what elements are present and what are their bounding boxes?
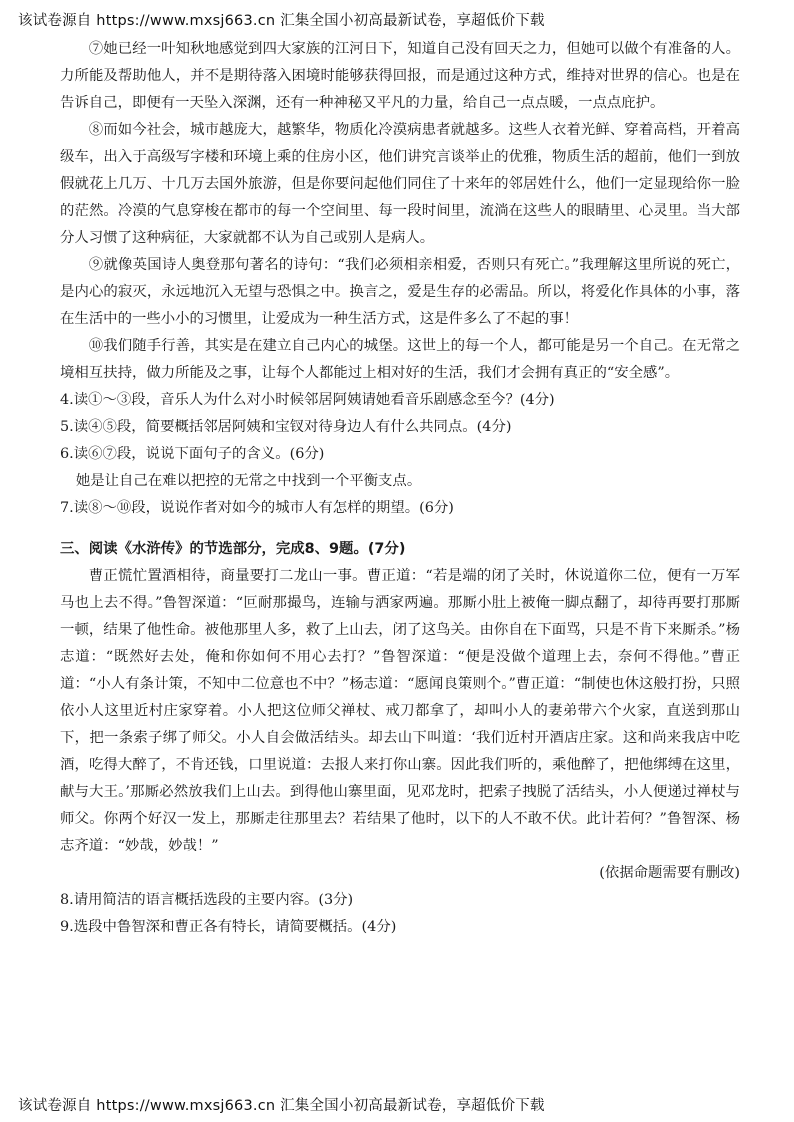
question-9: 9.选段中鲁智深和曹正各有特长，请简要概括。(4分) xyxy=(60,919,397,935)
question-6: 6.读⑥⑦段，说说下面句子的含义。(6分) xyxy=(60,446,325,462)
question-7: 7.读⑧～⑩段，说说作者对如今的城市人有怎样的期望。(6分) xyxy=(60,500,454,516)
question-4: 4.读①～③段，音乐人为什么对小时候邻居阿姨请她看音乐剧感念至今？(4分) xyxy=(60,392,555,408)
section-3-title: 三、阅读《水浒传》的节选部分，完成8、9题。(7分) xyxy=(60,541,406,557)
exam-page-content xyxy=(60,36,740,941)
question-8: 8.请用简洁的语言概括选段的主要内容。(3分) xyxy=(60,892,354,908)
source-banner-bottom: 该试卷源自 https://www.mxsj663.cn 汇集全国小初高最新试卷，享超低价下载 xyxy=(18,1098,545,1114)
paragraph-10: ⑩我们随手行善，其实是在建立自己内心的城堡。这世上的每一个人，都可能是另一个自己。在无常之境相互扶持，做力所能及之事，让每个人都能过上相对好的生活，我们才会拥有真正的“安全感”。 xyxy=(60,338,740,381)
source-note: (依据命题需要有删改) xyxy=(599,865,740,881)
question-5: 5.读④⑤段，简要概括邻居阿姨和宝钗对待身边人有什么共同点。(4分) xyxy=(60,419,512,435)
paragraph-8: ⑧而如今社会，城市越庞大，越繁华，物质化冷漠病患者就越多。这些人衣着光鲜、穿着高档，开着高级车，出入于高级写字楼和环境上乘的住房小区，他们讲究言谈举止的优雅，物质生活的超前，他们一到放假就花上几万、十几万去国外旅游，但是你要问起他们同住了十来年的邻居姓什么，他们一定显现给你一脸的茫然。冷漠的气息穿梭在都市的每一个空间里、每一段时间里，流淌在这些人的眼睛里、心灵里。当大部分人习惯了这种病征，大家就都不认为自己或别人是病人。 xyxy=(60,122,740,246)
source-banner-top: 该试卷源自 https://www.mxsj663.cn 汇集全国小初高最新试卷，享超低价下载 xyxy=(18,13,545,29)
paragraph-9: ⑨就像英国诗人奥登那句著名的诗句：“我们必须相亲相爱，否则只有死亡。”我理解这里所说的死亡，是内心的寂灭，永远地沉入无望与恐惧之中。换言之，爱是生存的必需品。所以，将爱化作具体的小事，落在生活中的一些小小的习惯里，让爱成为一种生活方式，这是件多么了不起的事！ xyxy=(60,257,740,327)
paragraph-7: ⑦她已经一叶知秋地感觉到四大家族的江河日下，知道自己没有回天之力，但她可以做个有准备的人。力所能及帮助他人，并不是期待落入困境时能够获得回报，而是通过这种方式，维持对世界的信心。也是在告诉自己，即便有一天坠入深渊，还有一种神秘又平凡的力量，给自己一点点暖，一点点庇护。 xyxy=(60,41,740,111)
question-6-quote: 她是让自己在难以把控的无常之中找到一个平衡支点。 xyxy=(75,473,422,489)
water-margin-excerpt: 曹正慌忙置酒相待，商量要打二龙山一事。曹正道：“若是端的闭了关时，休说道你二位，便有一万军马也上去不得。”鲁智深道：“叵耐那撮鸟，连输与洒家两遍。那厮小肚上被俺一脚点翻了，却待再要打那厮一顿，结果了他性命。被他那里人多，救了上山去，闭了这鸟关。由你自在下面骂，只是不肯下来厮杀。”杨志道：“既然好去处，俺和你如何不用心去打？”鲁智深道：“便是没做个道理上去，奈何不得他。”曹正道：“小人有条计策，不知中二位意也不中？”杨志道：“愿闻良策则个。”曹正道：“制使也休这般打扮，只照依小人这里近村庄家穿着。小人把这位师父禅杖、戒刀都拿了，却叫小人的妻弟带六个火家，直送到那山下，把一条索子绑了师父。小人自会做活结头。却去山下叫道：‘我们近村开酒店庄家。这和尚来我店中吃酒，吃得大醉了，不肯还钱，口里说道：去报人来打你山寨。因此我们听的，乘他醉了，把他绑缚在这里，献与大王。’那厮必然放我们上山去。到得他山寨里面，见邓龙时，把索子拽脱了活结头，小人便递过禅杖与师父。你两个好汉一发上，那厮走往那里去？若结果了他时，以下的人不敢不伏。此计若何？”鲁智深、杨志齐道：“妙哉，妙哉！” xyxy=(60,568,740,854)
